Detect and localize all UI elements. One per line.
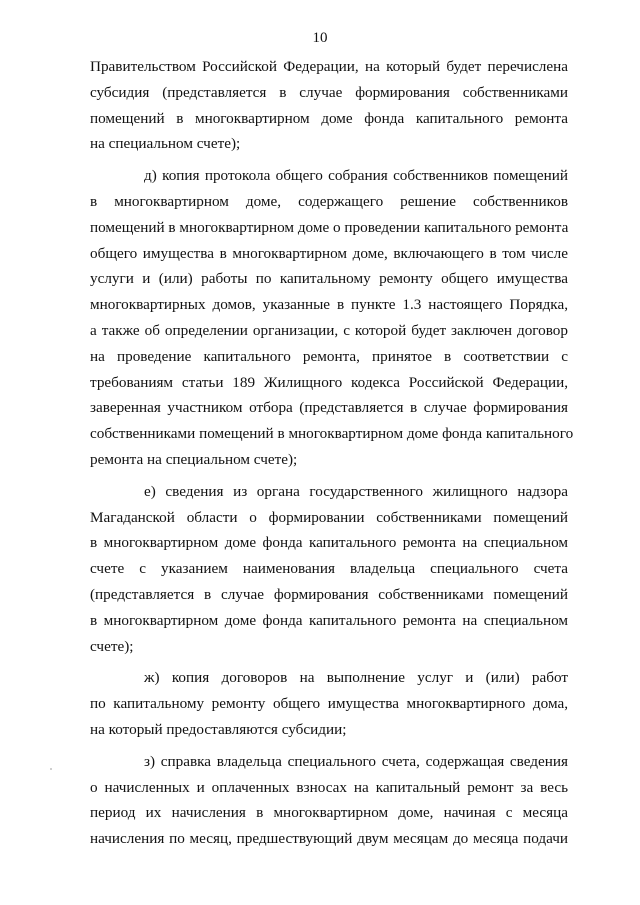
text-line: помещений в многоквартирном доме фонда капитального ремонта [90, 109, 568, 127]
text-line: период их начисления в многоквартирном доме, начиная с месяца [90, 804, 568, 822]
text-line: многоквартирных домов, указанные в пункте 1.3 настоящего Порядка, [90, 296, 568, 314]
text-line: з) справка владельца специального счета, содержащая сведения [144, 752, 568, 770]
text-line: ж) копия договоров на выполнение услуг и (или) работ [144, 669, 568, 687]
paragraph [90, 665, 568, 742]
text-line: ремонта на специальном счете); [90, 450, 298, 468]
text-line: на специальном счете); [90, 135, 241, 153]
text-line: помещений в многоквартирном доме о проведении капитального ремонта [90, 218, 569, 236]
paragraph [90, 163, 574, 473]
text-line: Магаданской области о формировании собственниками помещений [90, 508, 568, 526]
text-line: по капитальному ремонту общего имущества многоквартирного дома, [90, 695, 568, 713]
text-line: требованиям статьи 189 Жилищного кодекса Российской Федерации, [90, 373, 568, 391]
text-line: общего имущества в многоквартирном доме, включающего в том числе [90, 244, 568, 262]
text-line: в многоквартирном доме фонда капитального ремонта на специальном [90, 534, 568, 552]
text-line: о начисленных и оплаченных взносах на капитальный ремонт за весь [90, 778, 568, 796]
paragraph [90, 479, 568, 660]
text-line: услуги и (или) работы по капитальному ремонту общего имущества [90, 270, 568, 288]
text-line: на который предоставляются субсидии; [90, 720, 347, 738]
text-line: начисления по месяц, предшествующий двум месяцам до месяца подачи [90, 830, 568, 848]
paragraph [90, 749, 568, 852]
text-line: а также об определении организации, с которой будет заключен договор [90, 321, 568, 339]
text-line: заверенная участником отбора (представляется в случае формирования [90, 399, 568, 417]
text-line: субсидия (представляется в случае формирования собственниками [90, 83, 568, 101]
text-line: Правительством Российской Федерации, на который будет перечислена [90, 58, 568, 75]
scan-speck [50, 768, 52, 770]
text-line: счете с указанием наименования владельца специального счета [90, 560, 568, 578]
text-line: счете); [90, 637, 134, 655]
text-line: собственниками помещений в многоквартирном доме фонда капитального [90, 425, 574, 443]
text-line: в многоквартирном доме, содержащего решение собственников [90, 192, 568, 210]
text-line: на проведение капитального ремонта, принятое в соответствии с [90, 347, 568, 365]
text-line: (представляется в случае формирования собственниками помещений [90, 585, 568, 603]
text-line: в многоквартирном доме фонда капитального ремонта на специальном [90, 611, 568, 629]
text-line: д) копия протокола общего собрания собственников помещений [144, 167, 568, 185]
document-body [90, 54, 574, 852]
page-number: 10 [312, 30, 328, 46]
text-line: е) сведения из органа государственного жилищного надзора [144, 482, 568, 500]
paragraph [90, 54, 568, 157]
